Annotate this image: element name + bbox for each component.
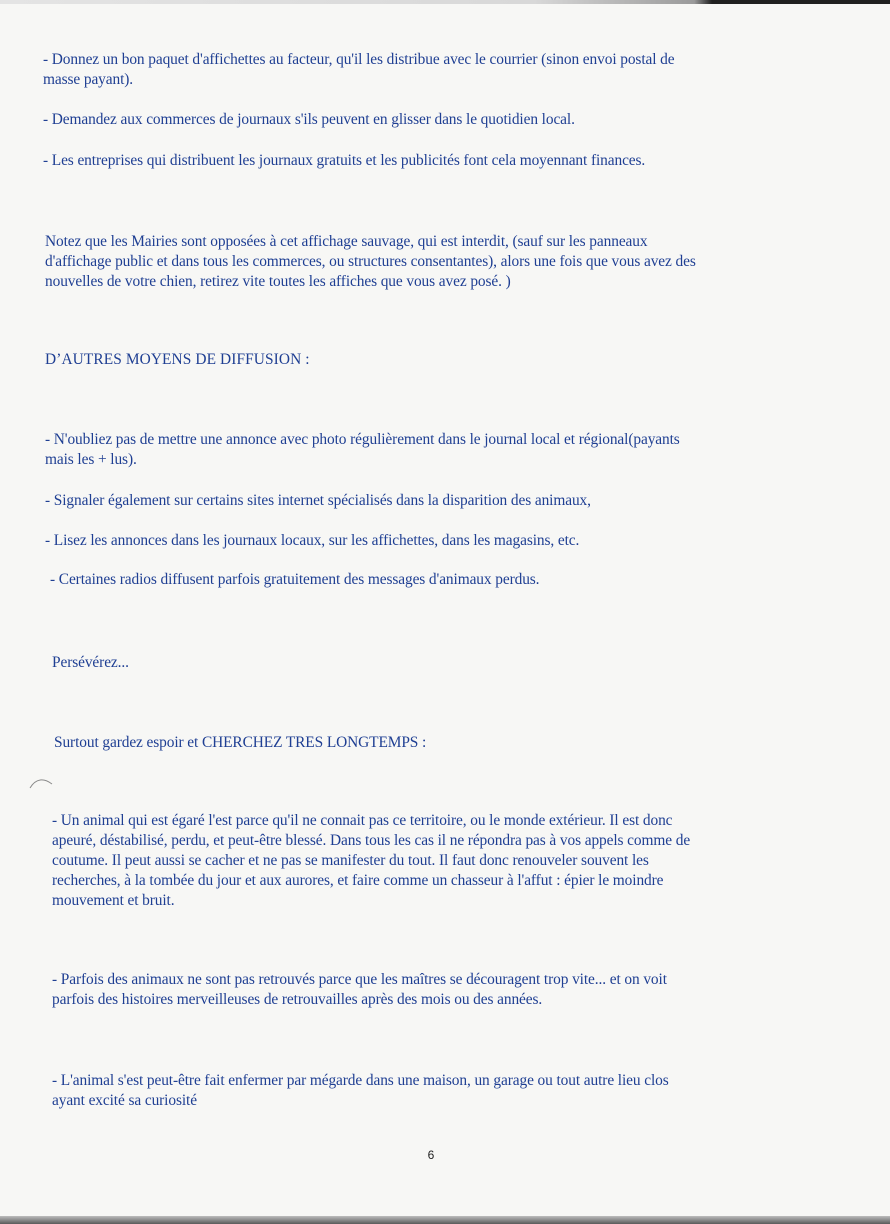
text-line: d'affichage public et dans tous les commerces, ou structures consentantes), alors une fois que vous avez des xyxy=(45,253,696,270)
text-line: - Un animal qui est égaré l'est parce qu'il ne connait pas ce territoire, ou le monde extérieur. Il est donc xyxy=(52,812,673,829)
text-line: mais les + lus). xyxy=(45,451,137,468)
text-line: recherches, à la tombée du jour et aux aurores, et faire comme un chasseur à l'affut : épier le moindre xyxy=(52,872,664,889)
text-line: parfois des histoires merveilleuses de retrouvailles après des mois ou des années. xyxy=(52,991,543,1008)
paragraph-annonce xyxy=(45,430,680,470)
text-line: masse payant). xyxy=(43,71,134,88)
text-line: Surtout gardez espoir et CHERCHEZ TRES LONGTEMPS : xyxy=(54,734,427,751)
text-line: nouvelles de votre chien, retirez vite toutes les affiches que vous avez posé. ) xyxy=(45,273,511,290)
paragraph-facteur xyxy=(43,50,674,90)
text-line: - Parfois des animaux ne sont pas retrouvés parce que les maîtres se découragent trop vite... et on voit xyxy=(52,971,667,988)
paragraph-entreprises xyxy=(43,151,645,171)
text-line: ayant excité sa curiosité xyxy=(52,1092,197,1109)
text-line: Notez que les Mairies sont opposées à cet affichage sauvage, qui est interdit, (sauf sur les panneaux xyxy=(45,233,648,250)
paragraph-perseverez xyxy=(52,653,129,673)
scan-bottom-edge xyxy=(0,1216,890,1224)
paragraph-commerces xyxy=(43,110,575,130)
text-line: - N'oubliez pas de mettre une annonce avec photo régulièrement dans le journal local et régional(payants xyxy=(45,431,680,448)
text-line: coutume. Il peut aussi se cacher et ne pas se manifester du tout. Il faut donc renouveler souvent les xyxy=(52,852,649,869)
text-line: Persévérez... xyxy=(52,654,129,671)
text-line: - Demandez aux commerces de journaux s'ils peuvent en glisser dans le quotidien local. xyxy=(43,111,575,128)
paragraph-mairies xyxy=(45,232,696,292)
paragraph-egare xyxy=(52,811,690,911)
text-line: - Certaines radios diffusent parfois gratuitement des messages d'animaux perdus. xyxy=(50,571,540,588)
text-line: - Les entreprises qui distribuent les journaux gratuits et les publicités font cela moyennant finances. xyxy=(43,152,646,169)
text-line: mouvement et bruit. xyxy=(52,892,175,909)
text-line: - L'animal s'est peut-être fait enfermer par mégarde dans une maison, un garage ou tout autre lieu clos xyxy=(52,1072,669,1089)
text-line: - Lisez les annonces dans les journaux locaux, sur les affichettes, dans les magasins, etc. xyxy=(45,532,580,549)
scan-top-edge xyxy=(0,0,890,4)
paragraph-parfois xyxy=(52,970,667,1010)
text-line: - Signaler également sur certains sites internet spécialisés dans la disparition des animaux, xyxy=(45,492,591,509)
paragraph-enferme xyxy=(52,1071,669,1111)
paragraph-lisez xyxy=(45,531,579,551)
heading-text: D’AUTRES MOYENS DE DIFFUSION : xyxy=(45,351,310,368)
page-number: 6 xyxy=(427,1148,435,1162)
text-line: - Donnez un bon paquet d'affichettes au facteur, qu'il les distribue avec le courrier (sinon envoi postal de xyxy=(43,51,675,68)
text-line: apeuré, déstabilisé, perdu, et peut-être blessé. Dans tous les cas il ne répondra pas à vos appels comme de xyxy=(52,832,691,849)
paragraph-radios xyxy=(50,570,539,590)
paragraph-sites xyxy=(45,491,591,511)
paragraph-surtout xyxy=(54,733,426,753)
scan-mark-icon xyxy=(28,776,54,790)
section-heading xyxy=(45,350,310,370)
